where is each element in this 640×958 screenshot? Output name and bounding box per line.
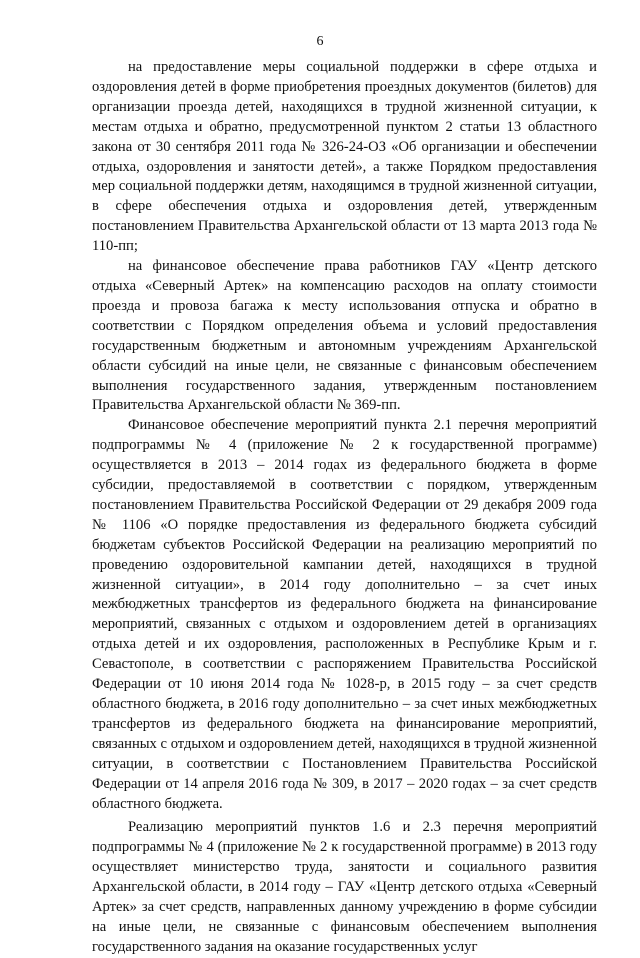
page-number: 6 xyxy=(316,34,324,49)
document-body xyxy=(92,58,597,958)
paragraph-implementation-items-1-6-2-3: Реализацию мероприятий пунктов 1.6 и 2.3 перечня мероприятий подпрограммы № 4 (приложение № 2 к государственной программе) в 2013 году осуществляет министерство труда, занятости и социального развития Архангельской области, в 2014 году – ГАУ «Центр детского отдыха «Северный Артек» за счет средств, направленных данному учреждению в форме субсидии на иные цели, не связанные с финансовым обеспечением выполнения государственного задания на оказание государственных услуг xyxy=(92,819,597,955)
paragraph-travel-compensation: на финансовое обеспечение права работников ГАУ «Центр детского отдыха «Северный Артек» на компенсацию расходов на оплату стоимости проезда и провоза багажа к месту использования отпуска и обратно в соответствии с Порядком определения объема и условий предоставления государственным бюджетным и автономным учреждениям Архангельской области субсидий на иные цели, не связанные с финансовым обеспечением выполнения государственного задания, утвержденным постановлением Правительства Архангельской области № 369-пп. xyxy=(92,258,597,414)
paragraph-social-support: на предоставление меры социальной поддержки в сфере отдыха и оздоровления детей в форме приобретения проездных документов (билетов) для организации проезда детей, находящихся в трудной жизненной ситуации, к местам отдыха и обратно, предусмотренной пунктом 2 статьи 13 областного закона от 30 сентября 2011 года № 326-24-ОЗ «Об организации и обеспечении отдыха, оздоровления и занятости детей», а также Порядком предоставления мер социальной поддержки детям, находящимся в трудной жизненной ситуации, в сфере обеспечения отдыха и оздоровления детей, утвержденным постановлением Правительства Архангельской области от 13 марта 2013 года № 110-пп; xyxy=(92,59,597,255)
paragraph-financing-item-2-1: Финансовое обеспечение мероприятий пункта 2.1 перечня мероприятий подпрограммы № 4 (приложение № 2 к государственной программе) осуществляется в 2013 – 2014 годах из федерального бюджета в форме субсидии, предоставляемой в соответствии с порядком, утвержденным постановлением Правительства Российской Федерации от 29 декабря 2009 года № 1106 «О порядке предоставления из федерального бюджета субсидий бюджетам субъектов Российской Федерации на реализацию мероприятий по проведению оздоровительной кампании детей, находящихся в трудной жизненной ситуации», в 2014 году дополнительно – за счет иных межбюджетных трансфертов из федерального бюджета на финансирование мероприятий, связанных с отдыхом и оздоровлением детей в организациях отдыха детей и их оздоровления, расположенных в Республике Крым и г. Севастополе, в соответствии с распоряжением Правительства Российской Федерации от 10 июня 2014 года № 1028-р, в 2015 году – за счет средств областного бюджета, в 2016 году дополнительно – за счет иных межбюджетных трансфертов из федерального бюджета на финансирование мероприятий, связанных с отдыхом и оздоровлением детей, находящихся в трудной жизненной ситуации, в соответствии с Постановлением Правительства Российской Федерации от 14 апреля 2016 года № 309, в 2017 – 2020 годах – за счет средств областного бюджета. xyxy=(92,417,597,812)
